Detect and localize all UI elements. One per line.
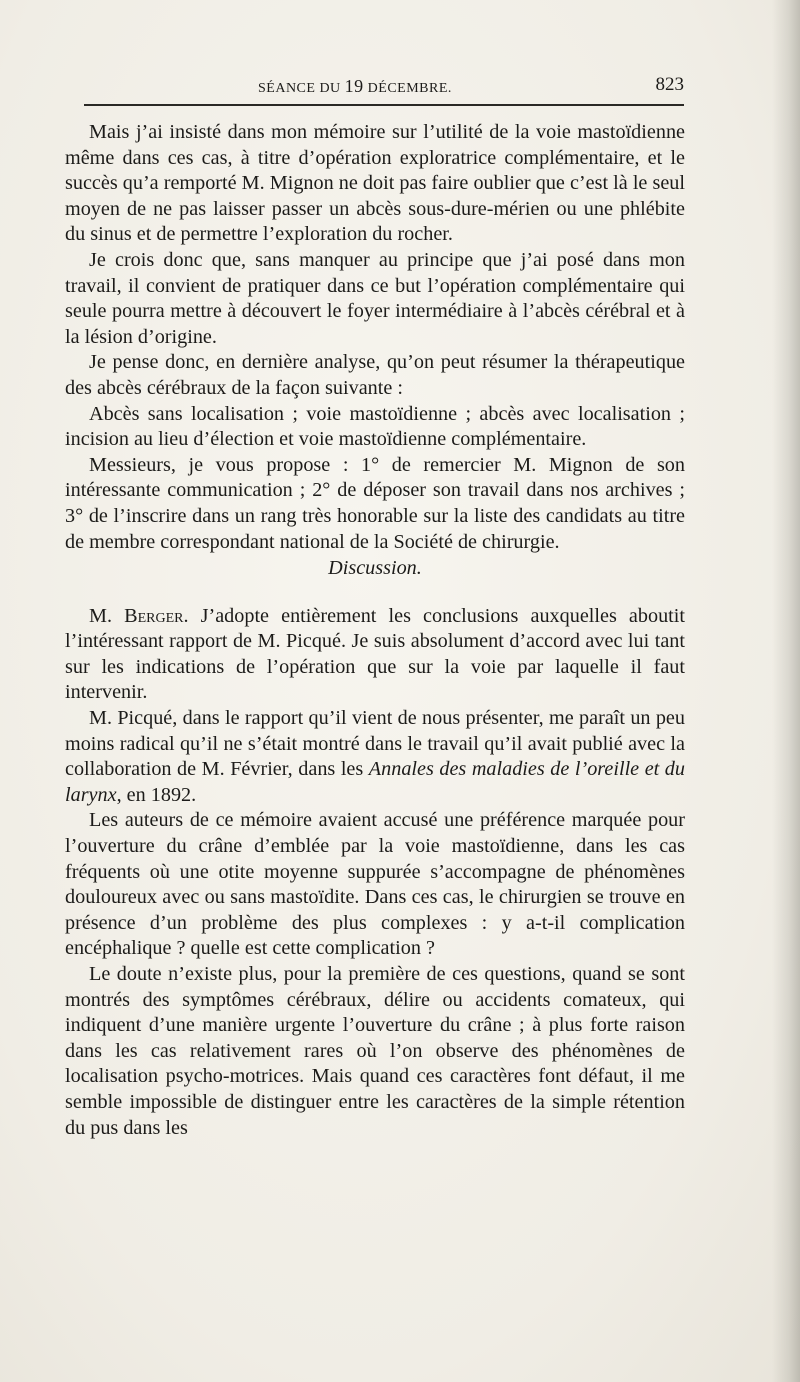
paragraph: Le doute n’existe plus, pour la première de ces questions, quand se sont montrés des symptômes cérébraux, délire ou accidents comateux, qui indiquent d’une manière urgente l’ouverture du crâne ; à plus forte raison dans les cas relativement rares où l’on observe des phénomènes de localisation psycho-motrices. Mais quand ces caractères font défaut, il me semble impossible de distinguer entre les caractères de la simple rétention du pus dans les [65,963,685,1139]
paragraph: Abcès sans localisation ; voie mastoïdienne ; abcès avec localisation ; incision au lieu d’élection et voie mastoïdienne complémentaire. [65,402,685,451]
speaker-name: Berger. [124,604,189,627]
berger-text: J’adopte entièrement les conclusions auxquelles aboutit l’intéressant rapport de M. Picqué. Je suis absolument d’accord avec lui tant sur les indications de l’opération que sur la voie par laquelle il faut intervenir. [65,604,685,704]
paragraph: Messieurs, je vous propose : 1° de remercier M. Mignon de son intéressante communication ; 2° de déposer son travail dans nos archives ; 3° de l’inscrire dans un rang très honorable sur la liste des candidats au titre de membre correspondant national de la Société de chirurgie. [65,453,685,553]
paragraph: Les auteurs de ce mémoire avaient accusé une préférence marquée pour l’ouverture du crâne d’emblée par la voie mastoïdienne, dans les cas fréquents où une otite moyenne suppurée s’accompagne de phénomènes douloureux avec ou sans mastoïdite. Dans ces cas, le chirurgien se trouve en présence d’un problème des plus complexes : y a-t-il complication encéphalique ? quelle est cette complication ? [65,809,685,960]
discussion-heading: Discussion. [328,557,422,580]
page-number: 823 [655,74,684,95]
body-text [65,120,685,1141]
running-header [88,74,684,98]
paragraph: Mais j’ai insisté dans mon mémoire sur l’utilité de la voie mastoïdienne même dans ces cas, à titre d’opération exploratrice complémentaire, et le succès qu’a remporté M. Mignon ne doit pas faire oublier que c’est là le seul moyen de ne pas laisser passer un abcès sous-dure-mérien ou une phlébite du sinus et de permettre l’exploration du rocher. [65,121,685,246]
picque-text-after: , en 1892. [116,783,197,806]
header-rule [84,104,684,106]
journal-title: Annales des maladies de l’oreille et du larynx [65,758,685,806]
running-title [258,76,452,97]
paragraph: Je crois donc que, sans manquer au principe que j’ai posé dans mon travail, il convient de pratiquer dans ce but l’opération complémentaire qui seule pourra mettre à découvert le foyer intermédiaire à l’abcès cérébral et à la lésion d’origine. [65,248,685,348]
title-prefix: SÉANCE DU [258,81,345,96]
title-suffix: DÉCEMBRE. [363,81,452,96]
page-edge-shadow [772,0,800,1382]
speaker-prefix: M. [89,604,125,627]
title-day: 19 [344,76,364,96]
paragraph-picque [65,706,685,808]
paragraph-berger [65,604,685,706]
picque-text-before: M. Picqué, dans le rapport qu’il vient de nous présenter, me paraît un peu moins radical qu’il ne s’était montré dans le travail qu’il avait publié avec la collaboration de M. Février, dans les [65,707,685,781]
paragraph: Je pense donc, en dernière analyse, qu’on peut résumer la thérapeutique des abcès cérébraux de la façon suivante : [65,351,685,399]
